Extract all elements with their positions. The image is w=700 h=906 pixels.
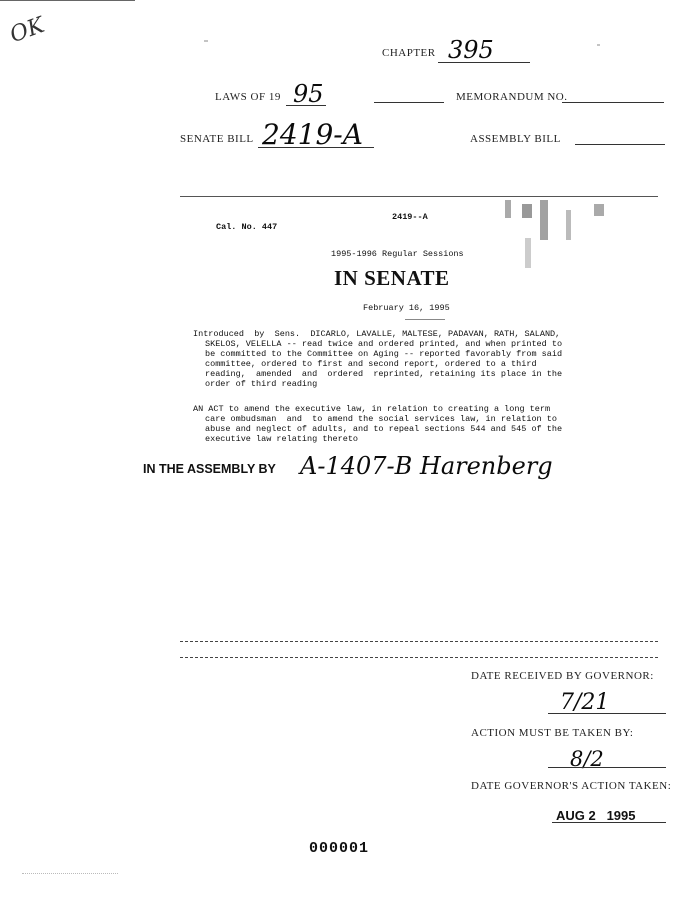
corner-mark: OK [6, 12, 48, 49]
introduced-line: be committed to the Committee on Aging -- reported favorably from said [205, 349, 563, 359]
laws-label: LAWS OF 19 [215, 91, 281, 103]
date-action-label: DATE GOVERNOR'S ACTION TAKEN: [471, 780, 672, 792]
house-title: IN SENATE [334, 266, 450, 290]
act-line: AN ACT to amend the executive law, in relation to creating a long term [193, 404, 551, 414]
act-line: executive law relating thereto [205, 434, 359, 444]
speck [204, 40, 208, 42]
action-must-line [548, 767, 666, 768]
page-number: 000001 [309, 840, 370, 857]
lower-rule [180, 641, 658, 642]
laws-value: 95 [293, 80, 324, 108]
senate-bill-line [258, 147, 374, 148]
chapter-value: 395 [448, 36, 494, 64]
scan-noise [594, 204, 604, 216]
date-action-stamp: AUG 2 1995 [556, 808, 636, 823]
introduced-line: Introduced by Sens. DICARLO, LAVALLE, MALTESE, PADAVAN, RATH, SALAND, [193, 329, 561, 339]
act-line: care ombudsman and to amend the social services law, in relation to [205, 414, 557, 424]
memorandum-label: MEMORANDUM NO. [456, 91, 568, 103]
action-must-value: 8/2 [570, 747, 604, 771]
assembly-bill-line [575, 144, 665, 145]
act-paragraph [193, 404, 633, 444]
cal-no: Cal. No. 447 [216, 222, 278, 232]
assembly-bill-label: ASSEMBLY BILL [470, 133, 561, 145]
senate-bill-value: 2419-A [262, 118, 363, 151]
scan-noise [566, 210, 571, 240]
scan-noise [540, 200, 548, 240]
session: 1995-1996 Regular Sessions [331, 249, 464, 259]
act-line: abuse and neglect of adults, and to repeal sections 544 and 545 of the [205, 424, 563, 434]
senate-bill-label: SENATE BILL [180, 133, 254, 145]
bill-top-rule [180, 196, 658, 197]
scan-noise [525, 238, 531, 268]
scan-noise [505, 200, 511, 218]
introduced-line: order of third reading [205, 379, 318, 389]
laws-line [286, 105, 326, 106]
lower-rule [180, 657, 658, 658]
memorandum-line [562, 102, 664, 103]
chapter-label: CHAPTER [382, 47, 436, 59]
assembly-label: IN THE ASSEMBLY BY [143, 462, 276, 476]
top-rule [0, 0, 135, 1]
date-received-label: DATE RECEIVED BY GOVERNOR: [471, 670, 654, 682]
introduced-paragraph [193, 329, 633, 389]
date-received-value: 7/21 [560, 690, 610, 715]
memo-blank-line [374, 102, 444, 103]
print-number: 2419--A [392, 212, 428, 222]
introduced-line: reading, amended and ordered reprinted, retaining its place in the [205, 369, 563, 379]
scan-noise [522, 204, 532, 218]
introduced-line: committee, ordered to first and second report, ordered to a third [205, 359, 537, 369]
bill-date: February 16, 1995 [363, 303, 450, 313]
assembly-value: A-1407-B Harenberg [300, 452, 553, 480]
introduced-line: SKELOS, VELELLA -- read twice and ordered printed, and when printed to [205, 339, 563, 349]
bottom-specks [22, 873, 118, 874]
date-action-line [552, 822, 666, 823]
chapter-line [438, 62, 530, 63]
date-received-line [548, 713, 666, 714]
date-underline [405, 319, 445, 320]
action-must-label: ACTION MUST BE TAKEN BY: [471, 727, 634, 739]
speck [597, 44, 600, 46]
